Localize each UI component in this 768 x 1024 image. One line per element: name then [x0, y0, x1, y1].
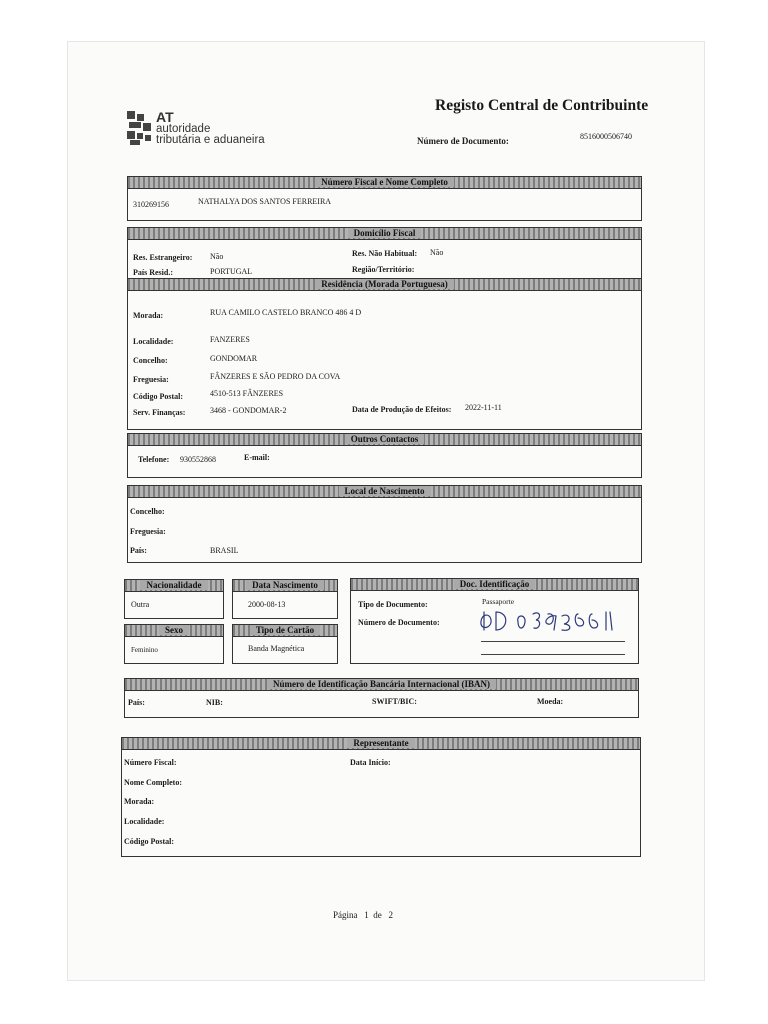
localidade-value: FANZERES [210, 335, 250, 344]
rep-nome-label: Nome Completo: [124, 778, 182, 787]
pais-resid-label: País Resid.: [133, 268, 173, 277]
data-producao-value: 2022-11-11 [465, 403, 502, 412]
iban-title: Número de Identificação Bancária Internacional (IBAN) [267, 679, 496, 689]
page-number: 1 [364, 910, 369, 920]
tipo-cartao-header [232, 624, 338, 637]
sexo-value: Feminino [131, 646, 158, 654]
rep-codigo-postal-label: Código Postal: [124, 837, 174, 846]
nif-section-header [127, 176, 642, 189]
rep-morada-label: Morada: [124, 797, 155, 806]
data-nascimento-header [232, 579, 338, 592]
pais-resid-value: PORTUGAL [210, 267, 253, 276]
numero-documento-label: Número de Documento: [358, 618, 440, 627]
representante-section [121, 737, 641, 857]
sexo-header [124, 624, 224, 637]
logo-at-text: AT [156, 109, 174, 125]
doc-number-value: 8516000506740 [580, 132, 632, 141]
nasc-freguesia-label: Freguesia: [130, 527, 166, 536]
moeda-label: Moeda: [537, 697, 564, 706]
morada-value: RUA CAMILO CASTELO BRANCO 486 4 D [210, 308, 362, 317]
nasc-pais-value: BRASIL [210, 546, 239, 555]
nacionalidade-title: Nacionalidade [140, 580, 207, 590]
doc-identificacao-title: Doc. Identificação [454, 579, 536, 589]
serv-financas-label: Serv. Finanças: [133, 408, 186, 417]
representante-header [121, 737, 641, 750]
nasc-pais-label: País: [130, 546, 147, 555]
iban-pais-label: País: [128, 698, 145, 707]
data-producao-label: Data de Produção de Efeitos: [352, 405, 452, 414]
contactos-header [127, 433, 642, 446]
domicilio-header [127, 227, 642, 240]
nacionalidade-value: Outra [131, 600, 150, 609]
nif-section-title: Número Fiscal e Nome Completo [315, 177, 454, 187]
handwritten-document-number [478, 604, 628, 634]
res-estrangeiro-value: Não [210, 252, 224, 261]
email-label: E-mail: [244, 453, 270, 462]
domicilio-title: Domicílio Fiscal [348, 228, 422, 238]
nacionalidade-header [124, 579, 224, 592]
pagina-label: Página [333, 910, 358, 920]
concelho-value: GONDOMAR [210, 354, 258, 363]
rep-localidade-label: Localidade: [124, 817, 165, 826]
telefone-label: Telefone: [138, 455, 170, 464]
logo-line-1: autoridade [156, 123, 211, 135]
sexo-title: Sexo [159, 625, 189, 635]
freguesia-value: FÂNZERES E SÃO PEDRO DA COVA [210, 372, 341, 381]
rep-nif-label: Número Fiscal: [124, 758, 177, 767]
nasc-concelho-label: Concelho: [130, 507, 165, 516]
morada-label: Morada: [133, 311, 164, 320]
full-name-value: NATHALYA DOS SANTOS FERREIRA [198, 197, 332, 206]
res-nao-habitual-value: Não [430, 248, 444, 257]
nascimento-header [127, 485, 642, 498]
doc-identificacao-header [350, 578, 639, 591]
data-nascimento-value: 2000-08-13 [248, 600, 286, 609]
de-label: de [373, 910, 382, 920]
iban-header [124, 678, 639, 691]
swift-label: SWIFT/BIC: [372, 697, 417, 706]
rep-data-inicio-label: Data Início: [350, 758, 391, 767]
page-total: 2 [388, 910, 393, 920]
serv-financas-value: 3468 - GONDOMAR-2 [210, 406, 287, 415]
codigo-postal-value: 4510-513 FÂNZERES [210, 389, 284, 398]
res-estrangeiro-label: Res. Estrangeiro: [133, 253, 193, 262]
tipo-cartao-value: Banda Magnética [248, 644, 305, 653]
doc-line-2 [481, 654, 625, 655]
telefone-value: 930552868 [180, 455, 216, 464]
nib-label: NIB: [206, 698, 223, 707]
res-nao-habitual-label: Res. Não Habitual: [352, 249, 418, 258]
page-title: Registo Central de Contribuinte [435, 97, 649, 114]
tipo-cartao-title: Tipo de Cartão [250, 625, 320, 635]
data-nascimento-title: Data Nascimento [246, 580, 324, 590]
nif-value: 310269156 [133, 200, 169, 209]
representante-title: Representante [347, 738, 414, 748]
contactos-title: Outros Contactos [345, 434, 425, 444]
doc-line-1 [481, 641, 625, 642]
tipo-documento-label: Tipo de Documento: [358, 600, 428, 609]
residencia-title: Residência (Morada Portuguesa) [315, 279, 453, 289]
at-logo-icon [127, 111, 153, 145]
doc-number-label: Número de Documento: [417, 136, 509, 146]
concelho-label: Concelho: [133, 356, 168, 365]
localidade-label: Localidade: [133, 337, 174, 346]
residencia-header [127, 278, 642, 291]
freguesia-label: Freguesia: [133, 375, 169, 384]
regiao-label: Região/Território: [352, 265, 415, 274]
nascimento-title: Local de Nascimento [339, 486, 431, 496]
page-footer [333, 910, 393, 920]
tipo-documento-value: Passaporte [482, 597, 515, 606]
codigo-postal-label: Código Postal: [133, 392, 183, 401]
logo-line-2: tributária e aduaneira [156, 134, 265, 146]
